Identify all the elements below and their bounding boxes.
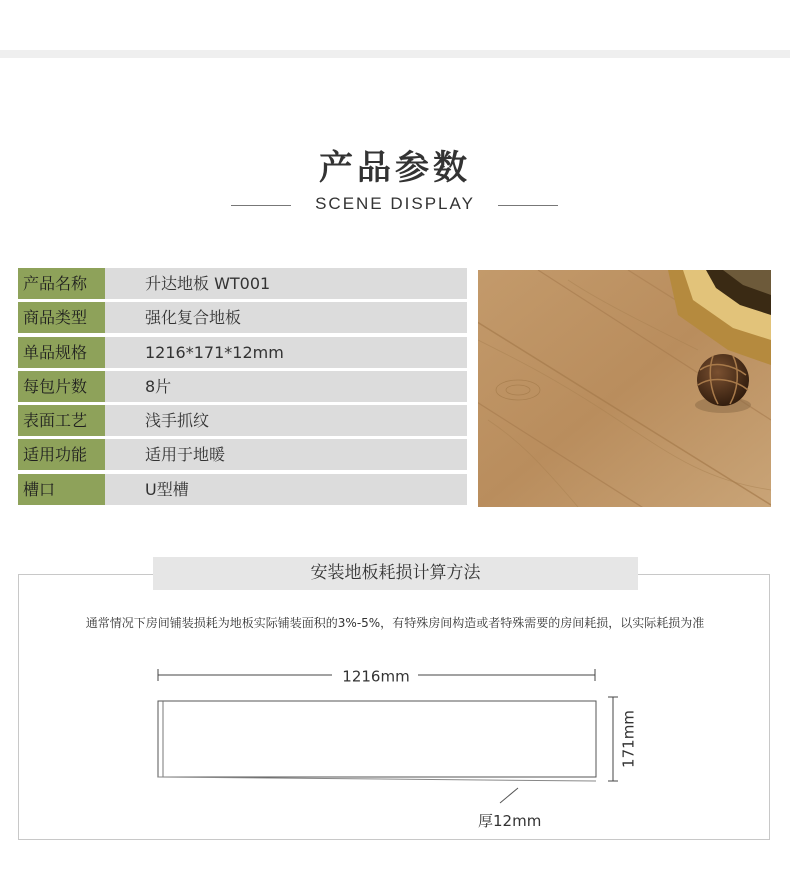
install-title: 安装地板耗损计算方法	[153, 557, 638, 590]
subtitle-line-right	[498, 205, 558, 206]
spec-label: 单品规格	[18, 337, 107, 368]
subtitle-row	[0, 194, 790, 218]
spec-value: 8片	[105, 371, 467, 402]
spec-row	[18, 337, 467, 368]
spec-row	[18, 439, 467, 470]
top-divider	[0, 50, 790, 58]
spec-row	[18, 371, 467, 402]
thickness-label: 厚12mm	[478, 812, 542, 830]
section-title: 产品参数	[319, 148, 471, 188]
spec-label: 每包片数	[18, 371, 107, 402]
length-label: 1216mm	[342, 667, 410, 686]
floor-photo	[478, 270, 771, 507]
spec-row	[18, 474, 467, 505]
width-label: 171mm	[619, 710, 638, 768]
section-subtitle: SCENE DISPLAY	[315, 194, 475, 213]
spec-value: U型槽	[105, 474, 467, 505]
spec-row	[18, 302, 467, 333]
spec-value: 浅手抓纹	[105, 405, 467, 436]
spec-value: 升达地板 WT001	[105, 268, 467, 299]
spec-label: 商品类型	[18, 302, 107, 333]
spec-value: 适用于地暖	[105, 439, 467, 470]
spec-row	[18, 405, 467, 436]
spec-row	[18, 268, 467, 299]
spec-value: 1216*171*12mm	[105, 337, 467, 368]
spec-table	[18, 268, 467, 508]
floor-photo-illustration	[478, 270, 771, 507]
spec-label: 槽口	[18, 474, 107, 505]
spec-label: 表面工艺	[18, 405, 107, 436]
install-description: 通常情况下房间铺装损耗为地板实际铺装面积的3%-5%，有特殊房间构造或者特殊需要的房间耗损，以实际耗损为准	[85, 616, 705, 630]
spec-label: 适用功能	[18, 439, 107, 470]
spec-value: 强化复合地板	[105, 302, 467, 333]
spec-label: 产品名称	[18, 268, 107, 299]
